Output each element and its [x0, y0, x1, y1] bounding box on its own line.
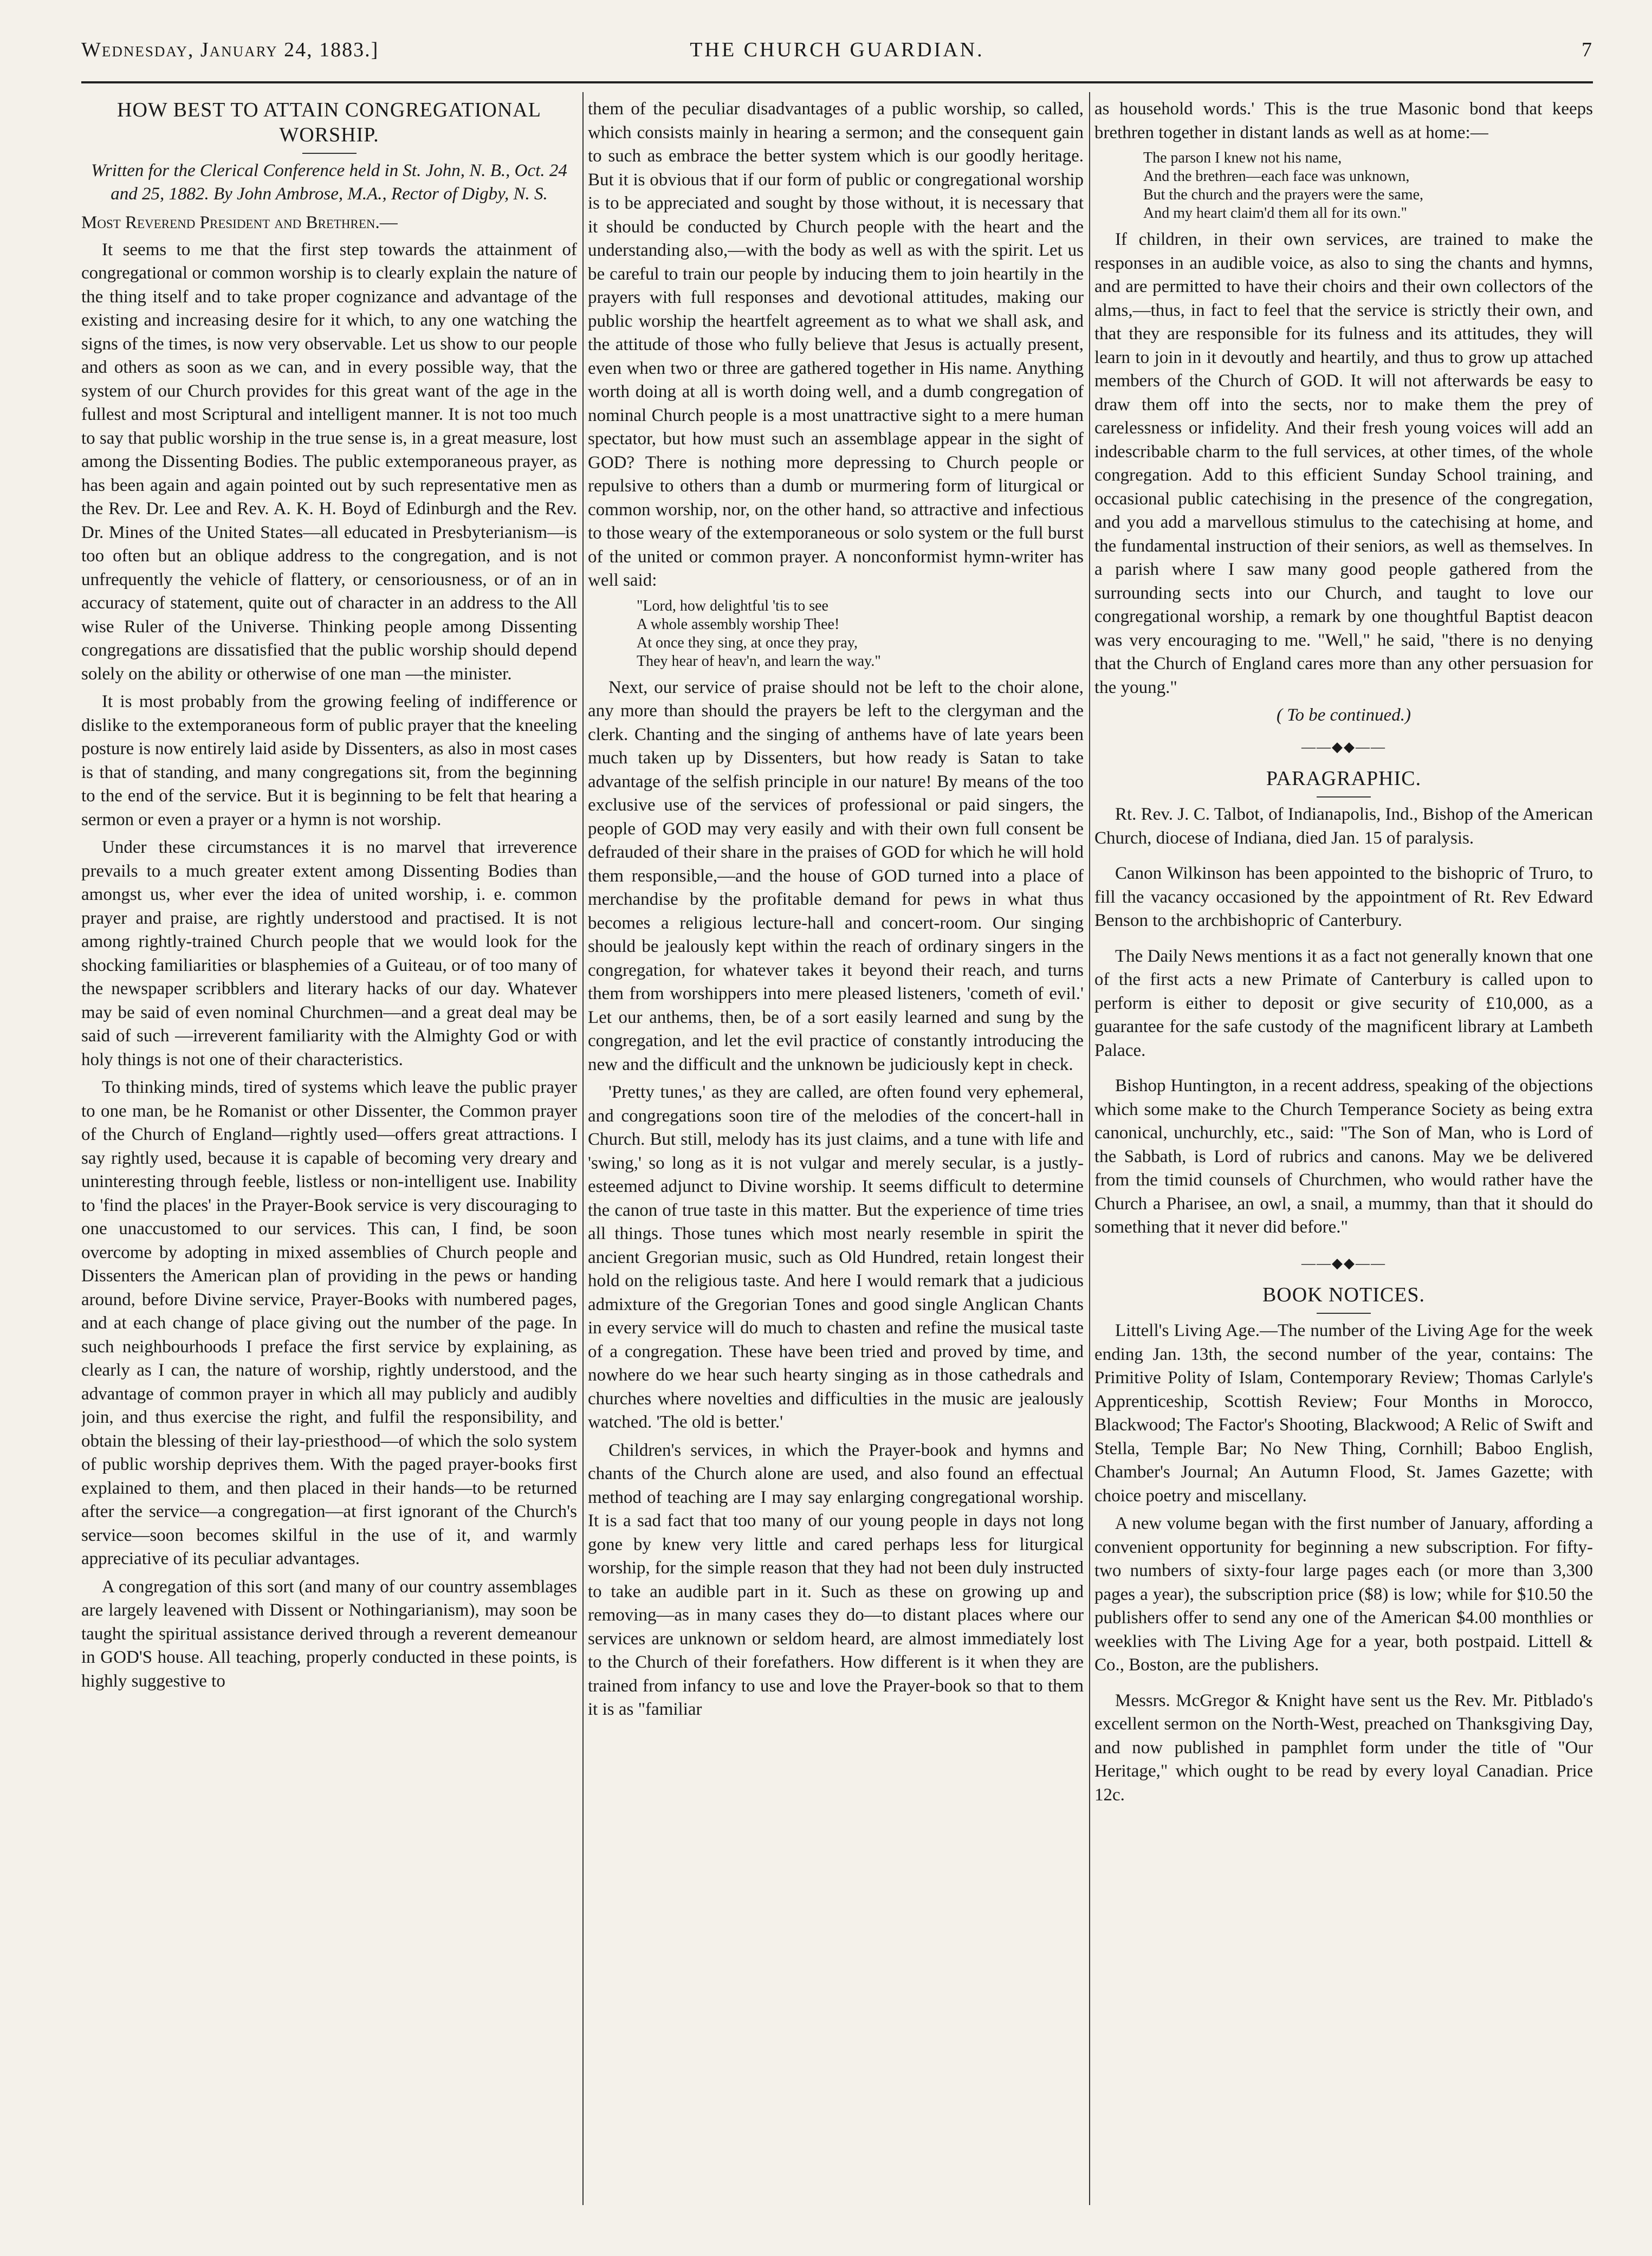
verse-line: "Lord, how delightful 'tis to see: [637, 597, 828, 614]
column-2: [588, 98, 1084, 2210]
column-rule: [582, 92, 584, 2205]
issue-date: Wednesday, January 24, 1883.]: [81, 38, 379, 61]
verse-line: At once they sing, at once they pray,: [637, 634, 858, 651]
news-item: The Daily News mentions it as a fact not generally known that one of the first acts a new Primate of Canterbury is called upon to perform is either to deposit or give security of £10,000, as a guarantee for the safe custody of the magnificent library at Lambeth Palace.: [1094, 946, 1593, 1060]
masthead-rule: [81, 81, 1593, 83]
column-3: [1094, 98, 1593, 2210]
verse-line: And my heart claim'd them all for its own.": [1143, 205, 1407, 222]
verse-quote: [1143, 149, 1593, 223]
section-heading-paragraphic: PARAGRAPHIC.: [1266, 767, 1422, 790]
verse-line: A whole assembly worship Thee!: [637, 615, 840, 633]
paragraph: Children's services, in which the Prayer-book and hymns and chants of the Church alone are used, and also found an effectual method of teaching are I may say enlarging congregational worship. It is a sad fact that too many of our young people in days not long gone by knew very little and cared perhaps less for liturgical worship, for the simple reason that they had not been duly instructed to take an audible part in it. Such as these on growing up and removing—as in many cases they do—to distant places where our services are unknown or seldom heard, are almost immediately lost to the Church of their forefathers. How different is it when they are trained from infancy to use and love the Prayer-book so that to them it is as "familiar: [588, 1440, 1084, 1719]
paragraph: Under these circumstances it is no marvel that irreverence prevails to a much greater extent among Dissenting Bodies than amongst us, wher ever the idea of united worship, i. e. common prayer and praise, are rightly understood and practised. It is not among rightly-trained Church people that we would look for the shocking familiarities or blasphemies of a Guiteau, or of too many of the newspaper scribblers and literary hacks of our day. Whatever may be said of even nominal Churchmen—and a great deal may be said of such —irreverent familiarity with the Almighty God or with holy things is not one of their characteristics.: [81, 838, 577, 1069]
article-heading: HOW BEST TO ATTAIN CONGREGATIONAL WORSHIP.: [117, 99, 541, 146]
heading-rule: [302, 153, 357, 154]
verse-line: But the church and the prayers were the same,: [1143, 186, 1424, 203]
section-heading-book-notices: BOOK NOTICES.: [1262, 1283, 1426, 1306]
masthead: [81, 38, 1593, 81]
paragraph: A congregation of this sort (and many of our country assemblages are largely leavened with Dissent or Nothingarianism), may soon be taught the spiritual assistance derived through a reverent demeanour in GOD'S house. All teaching, properly conducted in these points, is highly suggestive to: [81, 1577, 577, 1691]
paragraph: If children, in their own services, are trained to make the responses in an audible voice, as also to sing the chants and hymns, and are permitted to have their choirs and their own collectors of the alms,—thus, in fact to feel that the service is strictly their own, and that they are responsible for its fulness and its attitudes, they will learn to join in it devoutly and heartily, and thus to grow up attached members of the Church of GOD. It will not afterwards be easy to draw them off into the sects, nor to make them the prey of carelessness or infidelity. And their fresh young voices will add an indescribable charm to the full services, at other times, of the whole congregation. Add to this efficient Sunday School training, and occasional public catechising in the presence of the congregation, and you add a marvellous stimulus to the catechising at home, and the fundamental instruction of their seniors, as well as themselves. In a parish where I saw many good people gathered from the surrounding sects into our Church, and taught to love our congregational worship, a remark by one thoughtful Baptist deacon was very encouraging to me. "Well," he said, "there is no denying that the Church of England cares more than any other persuasion for the young.": [1094, 230, 1593, 697]
to-be-continued: ( To be continued.): [1276, 705, 1411, 725]
paragraph: as household words.' This is the true Masonic bond that keeps brethren together in distant lands as well as at home:—: [1094, 99, 1593, 142]
heading-rule: [1317, 796, 1371, 798]
paragraph: It seems to me that the first step towards the attainment of congregational or common worship is to clearly explain the nature of the thing itself and to take proper cognizance and advantage of the existing and increasing desire for it which, to any one watching the signs of the times, is now very observable. Let us show to our people and others as soon as we can, and in every possible way, that the system of our Church provides for this great want of the age in the fullest and most Scriptural and intelligent manner. It is not too much to say that public worship in the true sense is, in a great measure, lost among the Dissenting Bodies. The public extemporaneous prayer, as has been again and again pointed out by such representative men as the Rev. Dr. Lee and Rev. A. K. H. Boyd of Edinburgh and the Rev. Dr. Mines of the United States—all educated in Presbyterianism—is too often but an oblique address to the congregation, and is not unfrequently the vehicle of flattery, or censoriousness, or of an in accuracy of statement, quite out of character in an address to the All wise Ruler of the Universe. Thinking people among Dissenting congregations are dissatisfied that the public worship should depend solely on the ability or otherwise of one man —the minister.: [81, 239, 577, 684]
column-1: [81, 98, 577, 2210]
book-notice: Messrs. McGregor & Knight have sent us the Rev. Mr. Pitblado's excellent sermon on the North-West, preached on Thanksgiving Day, and now published in pamphlet form under the title of "Our Heritage," which ought to be read by every loyal Canadian. Price 12c.: [1094, 1690, 1593, 1805]
article-byline: Written for the Clerical Conference held in St. John, N. B., Oct. 24 and 25, 1882. By John Ambrose, M.A., Rector of Digby, N. S.: [91, 161, 567, 204]
news-item: Rt. Rev. J. C. Talbot, of Indianapolis, Ind., Bishop of the American Church, diocese of Indiana, died Jan. 15 of paralysis.: [1094, 805, 1593, 848]
ornament-divider: ——◆◆——: [1301, 1255, 1386, 1271]
ornament-divider: ——◆◆——: [1301, 738, 1386, 755]
newspaper-title: THE CHURCH GUARDIAN.: [690, 38, 984, 61]
verse-line: They hear of heav'n, and learn the way.": [637, 652, 881, 670]
verse-line: The parson I knew not his name,: [1143, 150, 1342, 166]
verse-quote: [637, 597, 1084, 671]
verse-line: And the brethren—each face was unknown,: [1143, 168, 1410, 185]
paragraph: 'Pretty tunes,' as they are called, are often found very ephemeral, and congregations soon tire of the melodies of the concert-hall in Church. But still, melody has its just claims, and a tune with life and 'swing,' so long as it is not vulgar and merely secular, is a justly-esteemed adjunct to Divine worship. It seems difficult to determine the canon of true taste in this matter. But the experience of time tries all things. Those tunes which most nearly resemble in spirit the ancient Gregorian music, such as Old Hundred, retain longest their hold on the religious taste. And here I would remark that a judicious admixture of the Gregorian Tones and good single Anglican Chants in every service will do much to chasten and refine the musical taste of a congregation. These have been tried and proved by time, and nowhere do we hear such hearty singing as in those cathedrals and churches where novelties and difficulties in the music are jealously watched. 'The old is better.': [588, 1082, 1084, 1432]
news-item: Bishop Huntington, in a recent address, speaking of the objections which some make to the Church Temperance Society as being extra canonical, unchurchly, etc., said: "The Son of Man, who is Lord of the Sabbath, is Lord of rubrics and canons. May we be delivered from the timid counsels of Churchmen, who would rather have the Church a Pharisee, an owl, a snail, a mummy, than that it should do something that it never did before.": [1094, 1076, 1593, 1237]
heading-rule: [1317, 1313, 1371, 1314]
paragraph: them of the peculiar disadvantages of a public worship, so called, which consists mainly in hearing a sermon; and the consequent gain to such as embrace the better system which is our goodly heritage. But it is obvious that if our form of public or congregational worship is to be appreciated and sought by those without, it is necessary that it should be conducted by Church people with the heart and the understanding also,—with the body as well as with the spirit. Let us be careful to train our people by inducing them to join heartily in the prayers with full responses and devotional attitudes, making our public worship the heartfelt agreement as to what we shall ask, and the attitude of those who fully believe that Jesus is actually present, even when two or three are gathered together in His name. Anything worth doing at all is worth doing well, and a dumb congregation of nominal Church people is a most unattractive sight to a mere human spectator, but how must such an assemblage appear in the sight of GOD? There is nothing more depressing to Church people or repulsive to others than a dumb or murmering form of liturgical or common worship, nor, on the other hand, so attractive and infectious to those weary of the extemporaneous or solo system or the full burst of the united or common prayer. A nonconformist hymn-writer has well said:: [588, 99, 1084, 590]
column-rule: [1089, 92, 1090, 2205]
book-notice: Littell's Living Age.—The number of the Living Age for the week ending Jan. 13th, the second number of the year, contains: The Primitive Polity of Islam, Contemporary Review; Thomas Carlyle's Apprenticeship, Scottish Review; Four Months in Morocco, Blackwood; The Factor's Shooting, Blackwood; A Relic of Swift and Stella, Temple Bar; No New Thing, Cornhill; Baboo English, Chamber's Journal; An Autumn Flood, St. James Gazette; with choice poetry and miscellany.: [1094, 1321, 1593, 1506]
salutation: Most Reverend President and Brethren.—: [81, 213, 398, 232]
news-item: Canon Wilkinson has been appointed to the bishopric of Truro, to fill the vacancy occasioned by the appointment of Rt. Rev Edward Benson to the archbishopric of Canterbury.: [1094, 864, 1593, 930]
paragraph: It is most probably from the growing feeling of indifference or dislike to the extemporaneous form of public prayer that the kneeling posture is now entirely laid aside by Dissenters, as also in most cases is that of standing, and many congregations sit, from the beginning to the end of the service. But it is beginning to be felt that hearing a sermon or even a prayer or a hymn is not worship.: [81, 692, 577, 829]
paragraph: To thinking minds, tired of systems which leave the public prayer to one man, be he Romanist or other Dissenter, the Common prayer of the Church of England—rightly used—offers great attractions. I say rightly used, because it is capable of becoming very dreary and uninteresting through feeble, listless or non-intelligent use. Inability to 'find the places' in the Prayer-Book service is very discouraging to one unaccustomed to our services. This can, I find, be soon overcome by adopting in mixed assemblies of Church people and Dissenters the American plan of providing in the pews or handing around, before Divine service, Prayer-Books with numbered pages, and at each change of place giving out the number of the page. In such neighbourhoods I preface the first service by explaining, as clearly as I can, the nature of worship, rightly understood, and the advantage of common prayer in which all may publicly and audibly join, and thus exercise the right, and fulfil the responsibility, and obtain the blessing of their lay-priesthood—of which the solo system of public worship deprives them. With the paged prayer-books first explained to them, and then placed in their hands—to be returned after the service—a congregation—at first ignorant of the Church's service—soon becomes skilful in the use of it, and warmly appreciative of its peculiar advantages.: [81, 1078, 577, 1568]
paragraph: Next, our service of praise should not be left to the choir alone, any more than should the prayers be left to the clergyman and the clerk. Chanting and the singing of anthems have of late years been much taken up by Dissenters, but how ready is Satan to take advantage of the selfish principle in our nature! By means of the too exclusive use of the services of professional or paid singers, the people of GOD may very easily and with their own full consent be defrauded of their share in the praises of GOD for which he will hold them responsible,—and the house of GOD turned into a place of merchandise by the profitable demand for pews in what thus becomes a religious lecture-hall and concert-room. Our singing should be jealously kept within the reach of ordinary singers in the congregation, for whatever takes it beyond their reach, and turns them from worshippers into mere pleased listeners, 'cometh of evil.' Let our anthems, then, be of a sort easily learned and sung by the congregation, and let the evil practice of constantly introducing the new and the difficult and the unknown be judiciously kept in check.: [588, 677, 1084, 1074]
book-notice: A new volume began with the first number of January, affording a convenient opportunity for beginning a new subscription. For fifty-two numbers of sixty-four large pages each (or more than 3,300 pages a year), the subscription price ($8) is low; while for $10.50 the publishers offer to send any one of the American $4.00 monthlies or weeklies with The Living Age for a year, both postpaid. Littell & Co., Boston, are the publishers.: [1094, 1514, 1593, 1675]
page-number: 7: [1582, 38, 1593, 61]
